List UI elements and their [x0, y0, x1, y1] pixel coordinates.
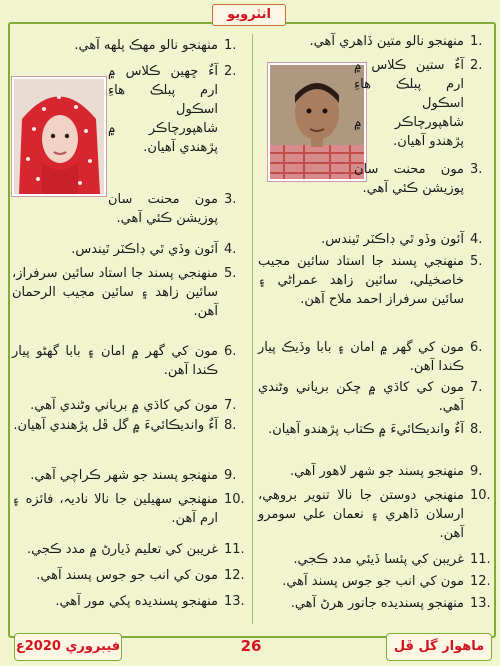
answer-item: 13. منهنجو پسنديده پکي مور آهي. — [55, 594, 245, 609]
answer-item: 8. آءٌ وانديڪائيءَ ۾ گل ڦل پڙهندي آهيان. — [13, 418, 237, 433]
answer-item: 12. مون کي انب جو جوس پسند آهي. — [36, 568, 245, 583]
girl-photo — [12, 77, 106, 196]
answer-item: 6. مون کي گهر ۾ امان ۽ بابا گهڻو پيار ڪندا آهن. — [12, 344, 237, 378]
answer-item: 11. غريبن کي تعليم ڏيارڻ ۾ مدد ڪجي. — [26, 542, 245, 557]
answer-item: 10. منهنجي دوستن جا نالا تنوير بروهي، ارسلان ڏاهري ۽ نعمان علي سومرو آهن. — [258, 488, 491, 541]
answer-item: 7. مون کي کاڌي ۾ برياني وڻندي آهي. — [30, 398, 237, 413]
answer-item: 5. منهنجي پسند جا استاد سائين سرفراز، سائين زاهد ۽ سائين مجيب الرحمان آهن. — [12, 266, 237, 319]
answer-item: 9. منهنجو پسند جو شهر لاهور آهي. — [289, 464, 483, 479]
answer-item: 3. مون محنت سان پوزيشن ڪئي آهي. — [108, 192, 237, 226]
answer-item: 2. آءٌ ستين ڪلاس ۾ ارم پبلڪ هاءِ اسڪول شاهپورچاڪر ۾ پڙهندو آهيان. — [354, 58, 483, 149]
answer-item: 5. منهنجي پسند جا استاد سائين مجيب خاصخيلي، سائين زاهد عمراڻي ۽ سائين سرفراز احمد ملاح آهن. — [258, 254, 483, 307]
boy-portrait-image — [270, 65, 364, 179]
answer-item: 9. منهنجو پسند جو شهر ڪراچي آهي. — [30, 468, 237, 483]
answer-item: 7. مون کي کاڌي ۾ چکن برياني وڻندي آهي. — [258, 380, 483, 414]
answer-item: 10. منهنجي سهيلين جا نالا ناديہ، فائزه ۽ ارم آهن. — [12, 492, 245, 526]
answer-item: 4. آئون وڏي ٿي ڊاڪٽر ٿيندس. — [71, 242, 237, 257]
answer-item: 3. مون محنت سان پوزيشن ڪئي آهي. — [354, 162, 483, 196]
answer-item: 1. منهنجو نالو مهڪ پلهه آهي. — [74, 38, 237, 53]
answer-item: 4. آئون وڏو ٿي ڊاڪٽر ٿيندس. — [321, 232, 483, 247]
answer-item: 2. آءٌ ڇهين ڪلاس ۾ ارم پبلڪ هاءِ اسڪول شاهپورچاڪر ۾ پڙهندي آهيان. — [108, 64, 237, 155]
column-divider — [252, 34, 253, 624]
answer-item: 11. غريبن کي پئسا ڏيئي مدد ڪجي. — [293, 552, 491, 567]
page-number: 26 — [240, 637, 262, 655]
answer-item: 6. مون کي گهر ۾ امان ۽ بابا وڏيڪ پيار ڪندا آهن. — [258, 340, 483, 374]
issue-date: فيبروري 2020ع — [14, 633, 122, 661]
answer-item: 1. منهنجو نالو متين ڏاهري آهي. — [309, 34, 483, 49]
answer-item: 12. مون کي انب جو جوس پسند آهي. — [282, 574, 491, 589]
girl-portrait-image — [14, 79, 104, 194]
answer-item: 8. آءٌ وانديڪائيءَ ۾ ڪتاب پڙهندو آهيان. — [268, 422, 483, 437]
section-tab: انٽرويو — [212, 4, 286, 26]
answer-item: 13. منهنجو پسنديده جانور هرڻ آهي. — [290, 596, 491, 611]
boy-photo — [268, 63, 366, 181]
magazine-name: ماهوار گل ڦل — [386, 633, 492, 661]
